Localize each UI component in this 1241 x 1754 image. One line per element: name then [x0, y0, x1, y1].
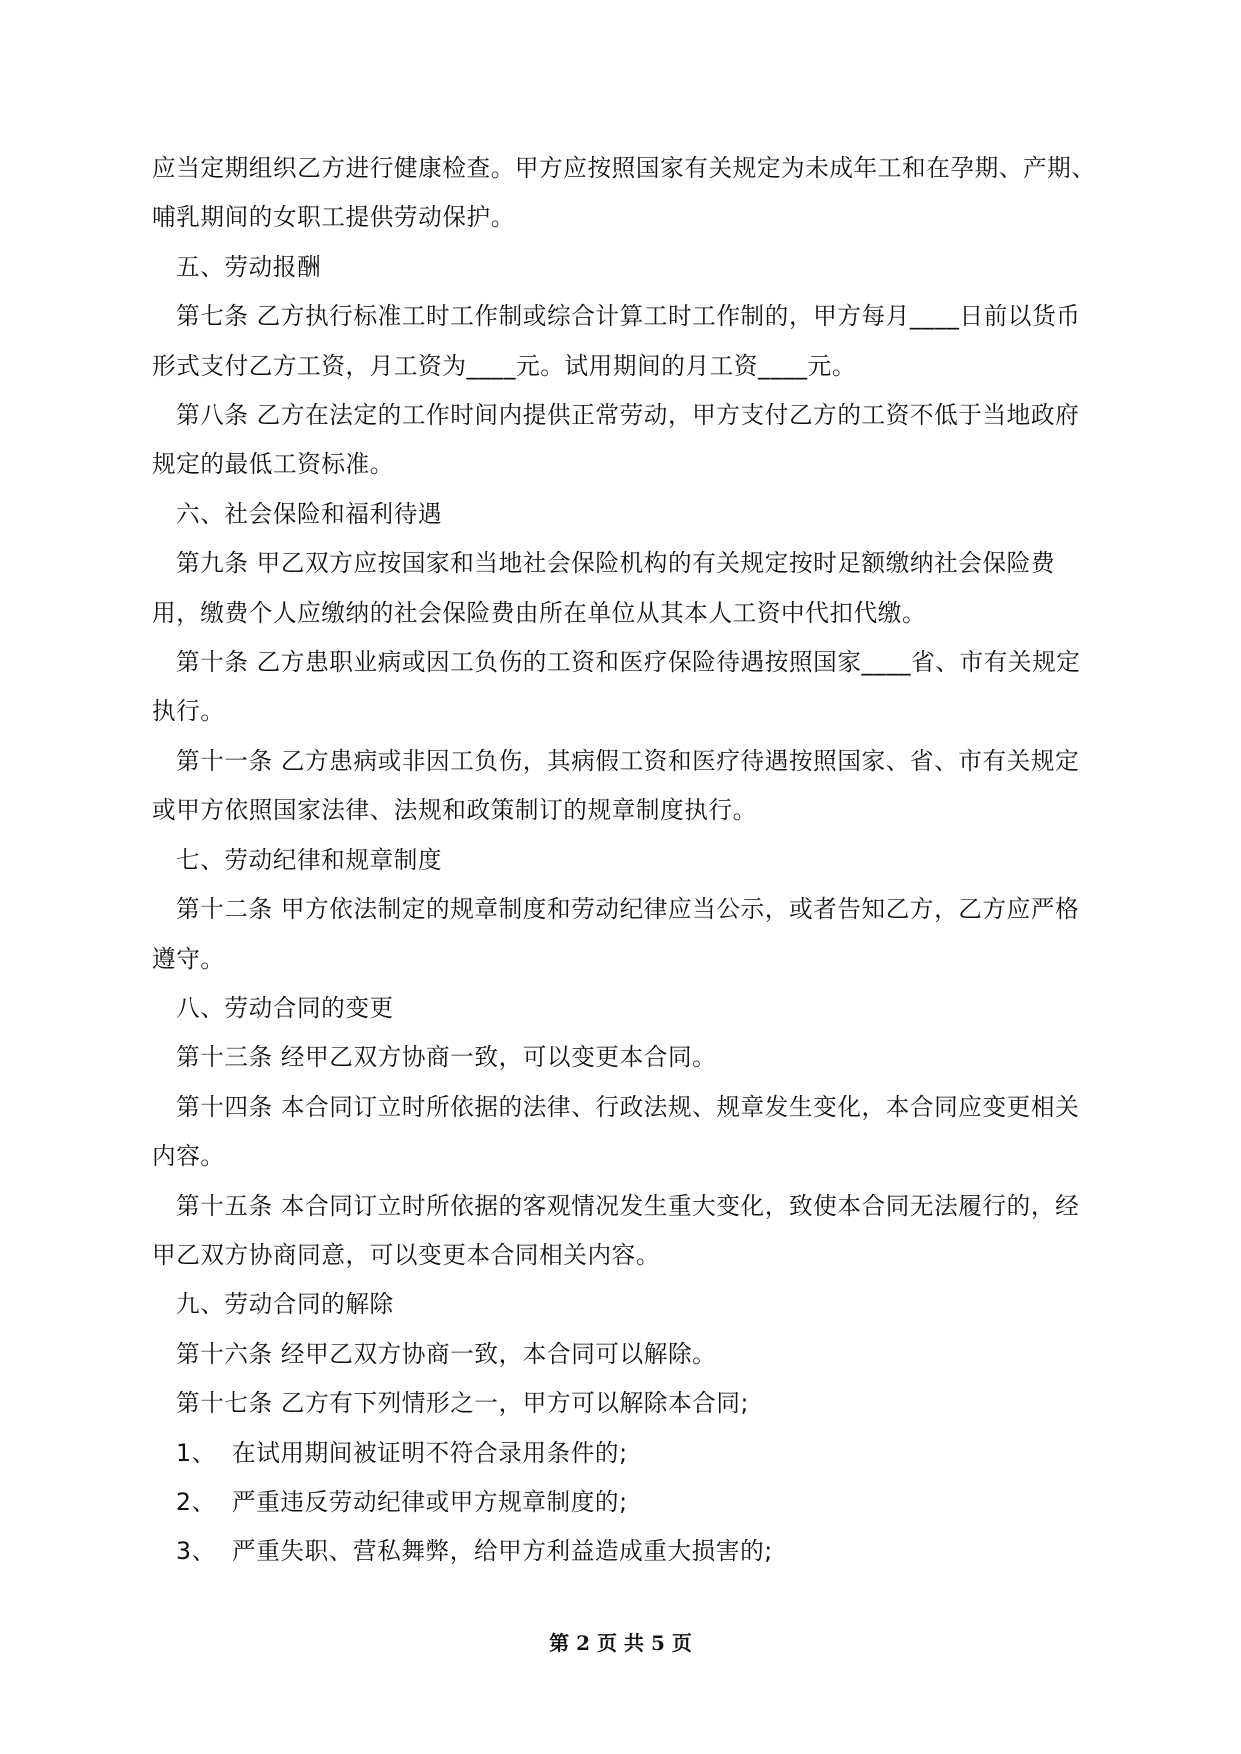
article-13: 第十三条 经甲乙双方协商一致，可以变更本合同。	[176, 1043, 717, 1072]
page-number-footer: 第 2 页 共 5 页	[549, 1631, 692, 1655]
article-17: 第十七条 乙方有下列情形之一，甲方可以解除本合同;	[176, 1389, 750, 1418]
section-heading-discipline: 七、劳动纪律和规章制度	[176, 845, 443, 874]
article-11: 第十一条 乙方患病或非因工负伤，其病假工资和医疗待遇按照国家、省、市有关规定或甲方依照国家法律、法规和政策制订的规章制度执行。	[152, 746, 1080, 825]
paragraph-health-check: 应当定期组织乙方进行健康检查。甲方应按照国家有关规定为未成年工和在孕期、产期、哺乳期间的女职工提供劳动保护。	[152, 154, 1096, 232]
article-14: 第十四条 本合同订立时所依据的法律、行政法规、规章发生变化，本合同应变更相关内容。	[152, 1092, 1080, 1171]
list-item: 2、 严重违反劳动纪律或甲方规章制度的;	[176, 1487, 628, 1516]
article-7: 第七条 乙方执行标准工时工作制或综合计算工时工作制的，甲方每月____日前以货币形式支付乙方工资，月工资为____元。试用期间的月工资____元。	[152, 302, 1081, 380]
article-15: 第十五条 本合同订立时所依据的客观情况发生重大变化，致使本合同无法履行的，经甲乙双方协商同意，可以变更本合同相关内容。	[152, 1191, 1080, 1269]
article-12: 第十二条 甲方依法制定的规章制度和劳动纪律应当公示，或者告知乙方，乙方应严格遵守。	[152, 895, 1080, 973]
article-9: 第九条 甲乙双方应按国家和当地社会保险机构的有关规定按时足额缴纳社会保险费用，缴费个人应缴纳的社会保险费由所在单位从其本人工资中代扣代缴。	[152, 549, 1056, 627]
list-item: 1、 在试用期间被证明不符合录用条件的;	[176, 1438, 628, 1467]
article-10: 第十条 乙方患职业病或因工负伤的工资和医疗保险待遇按照国家____省、市有关规定执行。	[152, 648, 1081, 726]
document-body	[152, 144, 1096, 1577]
section-heading-social-insurance: 六、社会保险和福利待遇	[176, 499, 443, 528]
section-heading-contract-change: 八、劳动合同的变更	[176, 993, 394, 1022]
section-heading-termination: 九、劳动合同的解除	[176, 1290, 394, 1319]
article-8: 第八条 乙方在法定的工作时间内提供正常劳动，甲方支付乙方的工资不低于当地政府规定的最低工资标准。	[152, 401, 1080, 479]
article-16: 第十六条 经甲乙双方协商一致，本合同可以解除。	[176, 1339, 717, 1368]
list-item: 3、 严重失职、营私舞弊，给甲方利益造成重大损害的;	[176, 1537, 773, 1566]
section-heading-remuneration: 五、劳动报酬	[176, 252, 322, 281]
